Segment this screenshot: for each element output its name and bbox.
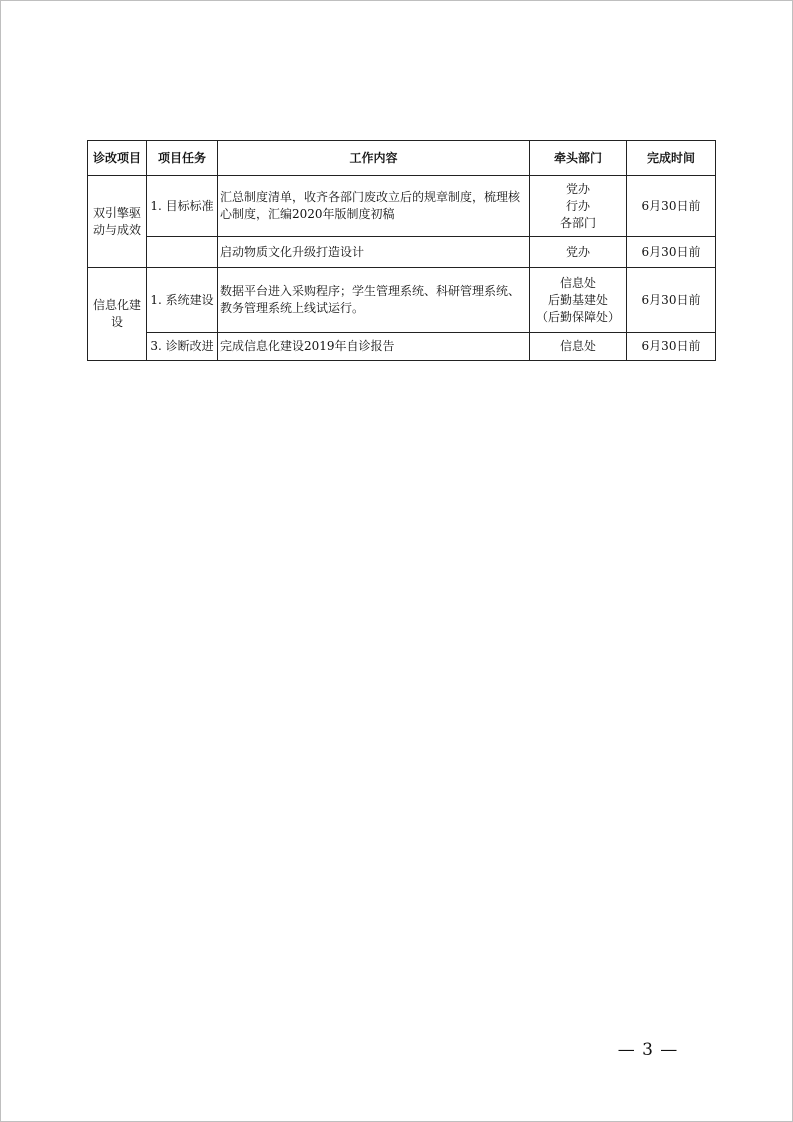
project-cell: 双引擎驱动与成效 xyxy=(88,176,147,268)
lead-dept-cell xyxy=(530,176,627,237)
task-cell: 1. 目标标准 xyxy=(147,176,218,237)
header-deadline: 完成时间 xyxy=(627,141,716,176)
deadline-cell: 6月30日前 xyxy=(627,268,716,333)
header-content: 工作内容 xyxy=(218,141,530,176)
page-number: — 3 — xyxy=(617,1040,679,1060)
header-project: 诊改项目 xyxy=(88,141,147,176)
table-header-row xyxy=(88,141,716,176)
dept-line: 后勤基建处 xyxy=(547,292,608,307)
table-row xyxy=(88,176,716,237)
content-cell: 数据平台进入采购程序；学生管理系统、科研管理系统、教务管理系统上线试运行。 xyxy=(218,268,530,333)
content-cell: 汇总制度清单，收齐各部门废改立后的规章制度，梳理核心制度，汇编2020年版制度初稿 xyxy=(218,176,530,237)
dept-line: 信息处 xyxy=(559,339,596,353)
diagnosis-task-table xyxy=(87,140,716,361)
dept-line: 信息处 xyxy=(559,275,596,290)
lead-dept-cell xyxy=(530,333,627,361)
deadline-cell: 6月30日前 xyxy=(627,176,716,237)
content-cell: 完成信息化建设2019年自诊报告 xyxy=(218,333,530,361)
deadline-cell: 6月30日前 xyxy=(627,237,716,268)
project-cell: 信息化建设 xyxy=(88,268,147,361)
lead-dept-cell xyxy=(530,237,627,268)
table-row xyxy=(88,268,716,333)
task-cell: 3. 诊断改进 xyxy=(147,333,218,361)
content-cell: 启动物质文化升级打造设计 xyxy=(218,237,530,268)
table-row xyxy=(88,237,716,268)
table-row xyxy=(88,333,716,361)
dept-line: 行办 xyxy=(565,198,590,213)
header-lead-dept: 牵头部门 xyxy=(530,141,627,176)
deadline-cell: 6月30日前 xyxy=(627,333,716,361)
dept-line: 各部门 xyxy=(559,215,596,230)
dept-line: 党办 xyxy=(565,244,590,259)
header-task: 项目任务 xyxy=(147,141,218,176)
task-cell xyxy=(147,237,218,268)
task-cell: 1. 系统建设 xyxy=(147,268,218,333)
lead-dept-cell xyxy=(530,268,627,333)
dept-line: （后勤保障处） xyxy=(535,309,620,324)
dept-line: 党办 xyxy=(565,181,590,196)
